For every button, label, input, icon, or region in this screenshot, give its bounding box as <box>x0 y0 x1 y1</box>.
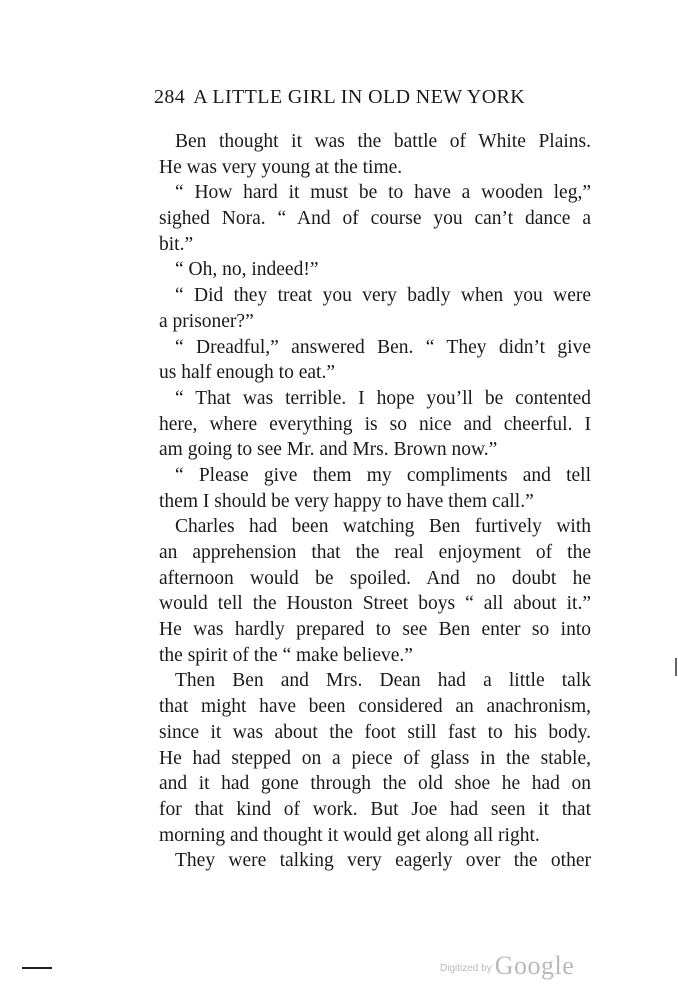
text-line: am going to see Mr. and Mrs. Brown now.” <box>159 439 498 461</box>
text-line: morning and thought it would get along all right. <box>159 824 540 846</box>
text-line: bit.” <box>159 233 194 255</box>
page-number: 284 <box>154 86 186 108</box>
google-logo: Google <box>494 951 575 980</box>
text-line: a prisoner?” <box>159 310 254 332</box>
text-line: afternoon would be spoiled. And no doubt he <box>159 567 591 589</box>
running-title: A LITTLE GIRL IN OLD NEW YORK <box>193 86 526 108</box>
text-line: them I should be very happy to have them call.” <box>159 490 534 512</box>
text-line: Then Ben and Mrs. Dean had a little talk <box>175 670 591 692</box>
text-line: He was hardly prepared to see Ben enter so into <box>159 619 591 641</box>
text-line: He had stepped on a piece of glass in the stable, <box>159 747 591 769</box>
text-line: “ How hard it must be to have a wooden leg,” <box>175 182 591 204</box>
text-line: “ Did they treat you very badly when you were <box>175 285 591 307</box>
text-line: Ben thought it was the battle of White Plains. <box>175 131 591 152</box>
text-line: He was very young at the time. <box>159 156 403 178</box>
text-line: sighed Nora. “ And of course you can’t dance a <box>159 208 591 230</box>
margin-mark <box>675 658 677 676</box>
text-line: Charles had been watching Ben furtively with <box>175 516 591 538</box>
text-line: for that kind of work. But Joe had seen it that <box>159 798 591 820</box>
text-line: here, where everything is so nice and cheerful. I <box>159 413 591 435</box>
text-line: the spirit of the “ make believe.” <box>159 644 413 666</box>
text-line: and it had gone through the old shoe he had on <box>159 773 591 795</box>
text-line: They were talking very eagerly over the other <box>175 850 591 872</box>
text-line: “ Oh, no, indeed!” <box>175 259 319 281</box>
text-line: would tell the Houston Street boys “ all about it.” <box>159 593 591 615</box>
digitized-by-label: Digitized by <box>440 963 492 974</box>
body-text <box>159 129 591 874</box>
text-line: us half enough to eat.” <box>159 362 335 384</box>
text-line: “ That was terrible. I hope you’ll be contented <box>175 387 591 409</box>
text-line: that might have been considered an anachronism, <box>159 696 591 718</box>
text-line: since it was about the foot still fast to his body. <box>159 721 591 743</box>
text-line: “ Please give them my compliments and tell <box>175 464 591 486</box>
digitized-watermark <box>440 951 574 981</box>
text-line: “ Dreadful,” answered Ben. “ They didn’t give <box>175 336 591 358</box>
running-head <box>154 86 594 109</box>
scan-artifact-dash <box>22 967 52 969</box>
text-line: an apprehension that the real enjoyment of the <box>159 542 591 563</box>
